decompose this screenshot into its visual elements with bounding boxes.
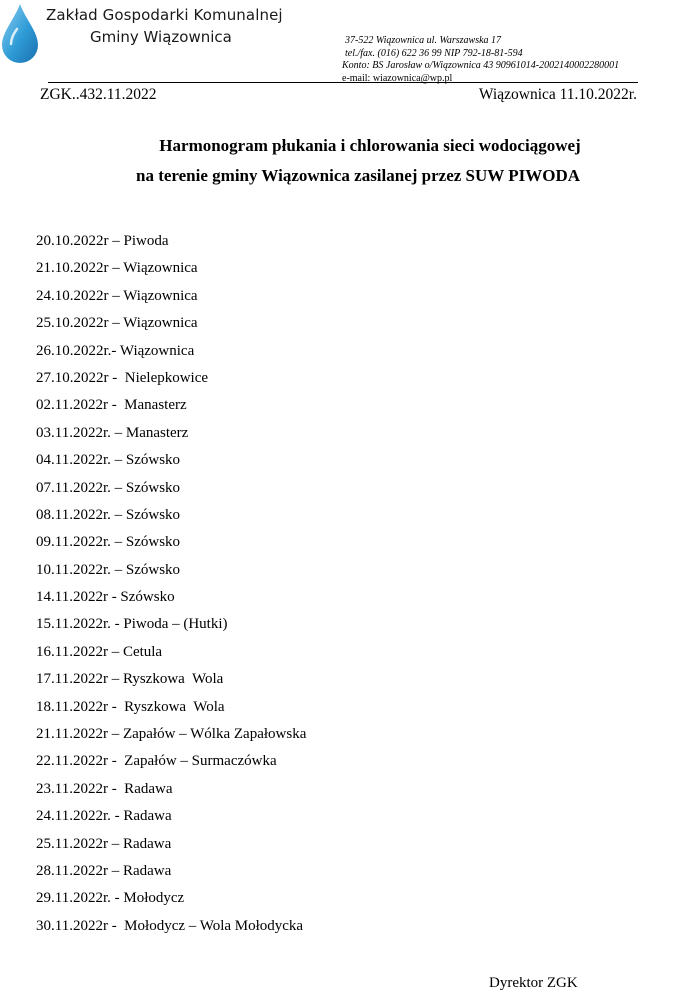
contact-address: 37-522 Wiązownica ul. Warszawska 17 — [345, 35, 502, 46]
schedule-item: 25.10.2022r – Wiązownica — [36, 315, 198, 332]
schedule-item: 25.11.2022r – Radawa — [36, 835, 172, 852]
schedule-item: 20.10.2022r – Piwoda — [36, 233, 169, 249]
schedule-item: 04.11.2022r. – Szówsko — [36, 452, 181, 469]
place-date: Wiązownica 11.10.2022r. — [478, 86, 637, 103]
schedule-item: 09.11.2022r. – Szówsko — [36, 534, 181, 551]
header-divider — [48, 82, 638, 83]
contact-phone: tel./fax. (016) 622 36 99 NIP 792-18-81-594 — [345, 47, 523, 59]
schedule-item: 26.10.2022r.- Wiązownica — [36, 342, 195, 359]
schedule-item: 15.11.2022r. - Piwoda – (Hutki) — [36, 616, 228, 633]
schedule-item: 29.11.2022r. - Mołodycz — [36, 890, 185, 907]
schedule-item: 21.11.2022r – Zapałów – Wólka Zapałowska — [36, 726, 307, 743]
schedule-item: 03.11.2022r. – Manasterz — [36, 424, 189, 441]
schedule-item: 16.11.2022r – Cetula — [36, 643, 163, 660]
schedule-item: 08.11.2022r. – Szówsko — [36, 506, 181, 523]
schedule-item: 22.11.2022r - Zapałów – Surmaczówka — [36, 753, 277, 770]
contact-email: e-mail: wiazownica@wp.pl — [342, 72, 453, 84]
water-drop-icon — [0, 2, 40, 64]
schedule-item: 24.10.2022r – Wiązownica — [36, 287, 198, 304]
contact-block — [342, 35, 619, 85]
schedule-item: 30.11.2022r - Mołodycz – Wola Mołodycka — [36, 917, 304, 934]
schedule-item: 21.10.2022r – Wiązownica — [36, 260, 198, 277]
schedule-item: 07.11.2022r. – Szówsko — [36, 479, 181, 496]
title-line-1: Harmonogram płukania i chlorowania sieci wodociągowej — [159, 136, 581, 155]
schedule-item: 14.11.2022r - Szówsko — [36, 589, 175, 606]
title-line-2: na terenie gminy Wiązownica zasilanej przez SUW PIWODA — [135, 166, 581, 185]
document-reference: ZGK..432.11.2022 — [40, 86, 157, 103]
signature-title: Dyrektor ZGK — [489, 975, 578, 991]
schedule-item: 28.11.2022r – Radawa — [36, 862, 172, 879]
schedule-item: 23.11.2022r - Radawa — [36, 780, 173, 797]
schedule-item: 24.11.2022r. - Radawa — [36, 808, 172, 825]
schedule-item: 18.11.2022r - Ryszkowa Wola — [36, 698, 225, 715]
schedule-item: 17.11.2022r – Ryszkowa Wola — [36, 671, 224, 688]
contact-account: Konto: BS Jarosław o/Wiązownica 43 90961014-2002140002280001 — [342, 60, 620, 72]
schedule-item: 02.11.2022r - Manasterz — [36, 397, 187, 414]
schedule-item: 10.11.2022r. – Szówsko — [36, 561, 181, 578]
schedule-list — [36, 232, 306, 944]
organization-name: Zakład Gospodarki Komunalnej — [46, 6, 283, 24]
schedule-item: 27.10.2022r - Nielepkowice — [36, 369, 209, 386]
organization-municipality: Gminy Wiązownica — [90, 28, 232, 46]
